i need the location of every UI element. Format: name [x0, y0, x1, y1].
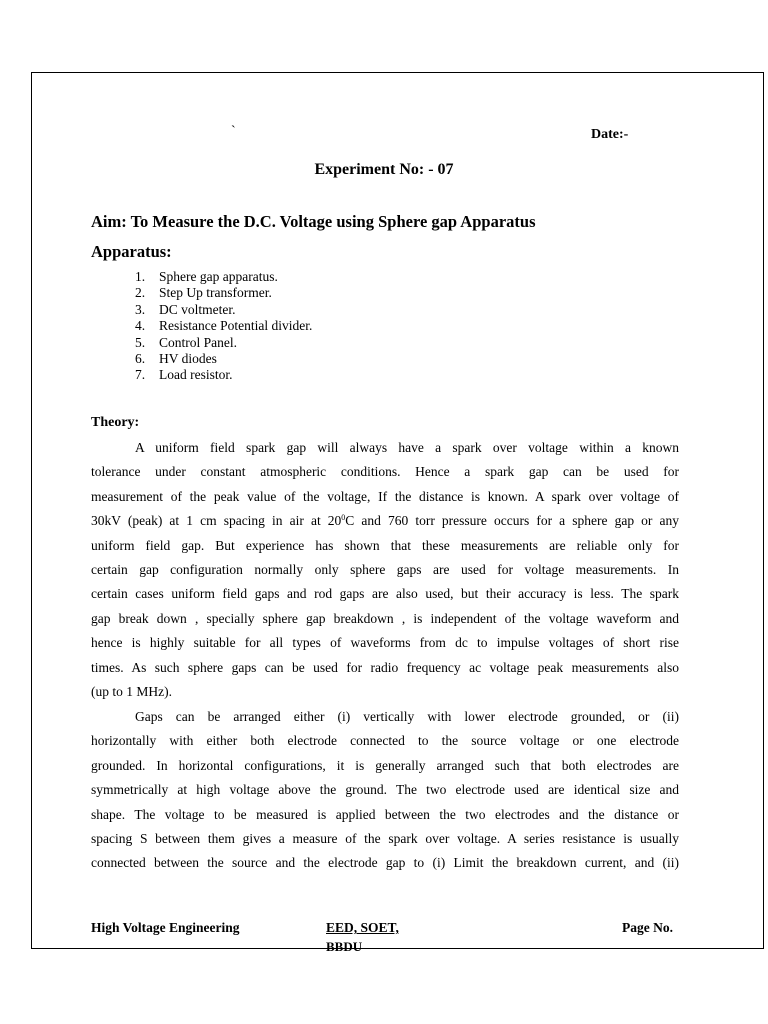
text-line: certain gap configuration normally only sphere gaps are used for voltage measurements. In	[91, 561, 679, 577]
list-item: 1. Sphere gap apparatus.	[135, 269, 278, 284]
text-line: times. As such sphere gaps can be used for radio frequency ac voltage peak measurements also	[91, 659, 679, 675]
header-backtick: `	[231, 124, 236, 139]
text-line: 30kV (peak) at 1 cm spacing in air at $20^0C$ and 760 torr pressure occurs for a sphere gap or any	[91, 513, 679, 529]
list-item: 2. Step Up transformer.	[135, 285, 272, 301]
theory-paragraph-2	[91, 705, 679, 876]
text-line: grounded. In horizontal configurations, it is generally arranged such that both electrodes are	[91, 757, 679, 773]
text-line: tolerance under constant atmospheric conditions. Hence a spark gap can be used for	[91, 464, 679, 480]
text-line: Gaps can be arranged either (i) vertically with lower electrode grounded, or (ii)	[135, 709, 679, 724]
text-line: certain cases uniform field gaps and rod gaps are also used, but their accuracy is less. The spark	[91, 586, 679, 602]
text-line: shape. The voltage to be measured is applied between the two electrodes and the distance or	[91, 806, 679, 822]
text-line: hence is highly suitable for all types of waveforms from dc to impulse voltages of short rise	[91, 635, 679, 651]
theory-heading: Theory:	[91, 415, 140, 430]
text-line: A uniform field spark gap will always have a spark over voltage within a known	[135, 440, 679, 455]
text-line: measurement of the peak value of the voltage, If the distance is known. A spark over voltage of	[91, 488, 679, 504]
list-item: 7. Load resistor.	[135, 367, 233, 383]
text-line: connected between the source and the electrode gap to (i) Limit the breakdown current, and (ii)	[91, 855, 679, 871]
text-line: uniform field gap. But experience has shown that these measurements are reliable only for	[91, 537, 679, 553]
list-item: 5. Control Panel.	[135, 334, 237, 350]
text-line: horizontally with either both electrode connected to the source voltage or one electrode	[91, 733, 679, 749]
experiment-title: Experiment No: - 07	[314, 161, 454, 178]
footer-course: High Voltage Engineering	[91, 920, 240, 935]
date-label: Date:-	[591, 127, 629, 142]
text-line: (up to 1 MHz).	[91, 683, 172, 699]
list-item: 4. Resistance Potential divider.	[135, 318, 313, 334]
theory-paragraph-1	[91, 436, 679, 704]
list-item: 3. DC voltmeter.	[135, 301, 236, 317]
footer-department: EED, SOET,	[326, 920, 399, 935]
text-line: gap break down , specially sphere gap breakdown , is independent of the voltage waveform and	[91, 610, 679, 626]
footer-page-number: Page No.	[622, 920, 673, 935]
text-line: spacing S between them gives a measure of the spark over voltage. A series resistance is usually	[91, 830, 679, 846]
list-item: 6. HV diodes	[135, 351, 217, 367]
aim-heading: Aim: To Measure the D.C. Voltage using Sphere gap Apparatus	[91, 212, 536, 231]
footer-department-cut: BBDU	[326, 939, 363, 954]
apparatus-list	[135, 269, 312, 384]
apparatus-heading: Apparatus:	[91, 242, 172, 261]
text-line: symmetrically at high voltage above the ground. The two electrode used are identical size and	[91, 782, 679, 798]
